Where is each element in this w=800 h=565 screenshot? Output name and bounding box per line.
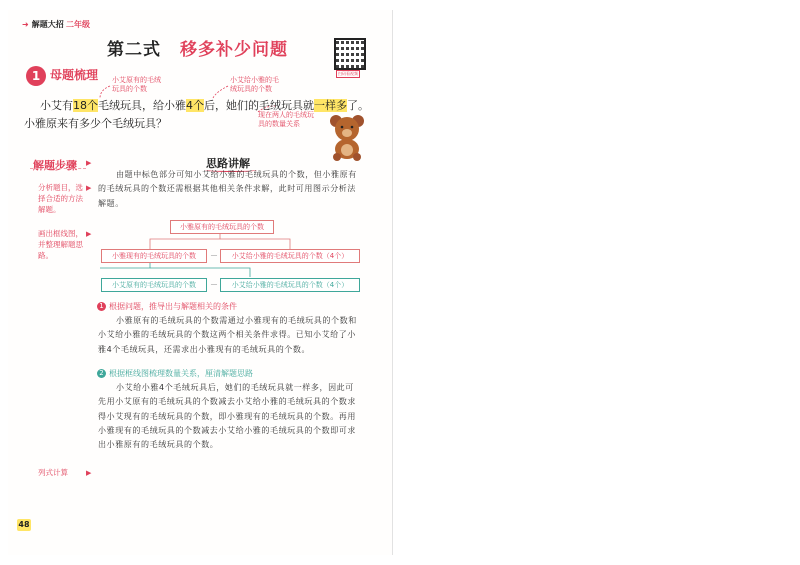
highlight-18: 18个 [73,99,98,112]
page-title-part2: 移多补少问题 [180,40,288,60]
annotation-relationship: 现在两人的毛绒玩具的数量关系 [258,111,314,128]
step-3: 列式计算 [38,468,68,477]
annotation-original-count: 小艾原有的毛绒玩具的个数 [112,76,161,93]
page-number: 48 [18,520,30,529]
page-title-part1: 第二式 [107,40,161,60]
teddy-bear-icon [328,113,366,161]
diagram-mid-op: － [210,251,218,260]
highlight-4: 4个 [186,99,204,112]
tip-1-body: 小雅原有的毛绒玩具的个数需通过小雅现有的毛绒玩具的个数和小艾给小雅的毛绒玩具的个数这两个相关条件求得。已知小艾给了小雅4个毛绒玩具，还需求出小雅现有的毛绒玩具的个数。 [98,316,357,354]
problem-line-2: 小雅原来有多少个毛绒玩具？ [24,117,167,130]
annotation-given-count: 小艾给小雅的毛绒玩具的个数 [230,76,279,93]
tip-2-body: 小艾给小雅4个毛绒玩具后，她们的毛绒玩具就一样多，因此可先用小艾原有的毛绒玩具的个数减去小艾给小雅的毛绒玩具的个数求得小艾现有的毛绒玩具的个数，即小雅现有的毛绒玩具的个数。再用小雅现有的毛绒玩具的个数减去小艾给小雅的毛绒玩具的个数即可求出小雅原有的毛绒玩具的个数。 [98,383,356,450]
qr-code-icon[interactable] [334,38,366,70]
diagram-bot-left-box: 小艾原有的毛绒玩具的个数 [101,278,207,292]
tip-1-title: 根据问题，推导出与解题相关的条件 [109,302,237,311]
arrow-icon: ▶ [86,159,92,167]
diagram-bot-right-box: 小艾给小雅的毛绒玩具的个数（4个） [220,278,360,292]
tip-2-badge: 2 [97,369,106,378]
section-label: 母题梳理 [50,68,99,82]
tip-1-badge: 1 [97,302,106,311]
diagram-top-box: 小雅原有的毛绒玩具的个数 [170,220,274,234]
qr-label: 扫码看视频 [338,71,358,76]
analysis-intro: 由题中标色部分可知小艾给小雅的毛绒玩具的个数，但小雅原有的毛绒玩具的个数还需根据其他相关条件求解，此时可用图示分析法解题。 [98,170,357,208]
header-grade: 二年级 [66,20,90,29]
tip-2-title: 根据框线图梳理数量关系，厘清解题思路 [109,369,253,378]
arrow-icon: ▶ [86,469,92,477]
diagram-mid-right-box: 小艾给小雅的毛绒玩具的个数（4个） [220,249,360,263]
step-2: 画出框线图，并整理解题思路。 [38,229,83,260]
arrow-icon: ▶ [86,230,92,238]
brand-mark-icon: ➜ [22,20,29,29]
diagram-mid-left-box: 小雅现有的毛绒玩具的个数 [101,249,207,263]
step-1: 分析题目，选择合适的方法解题。 [38,183,83,214]
steps-divider [30,168,86,169]
steps-title: 解题步骤 [33,159,77,172]
diagram-bot-op: － [210,280,218,289]
arrow-icon: ▶ [86,184,92,192]
highlight-equal: 一样多 [314,99,347,112]
brand-text: 解题大招 [31,20,64,29]
header-brand [22,19,64,30]
analysis-title: 思路讲解 [206,157,250,170]
problem-line-1: 小艾有18个毛绒玩具，给小雅4个后，她们的毛绒玩具就一样多了。 [40,99,369,112]
section-number-badge: 1 [26,66,46,86]
